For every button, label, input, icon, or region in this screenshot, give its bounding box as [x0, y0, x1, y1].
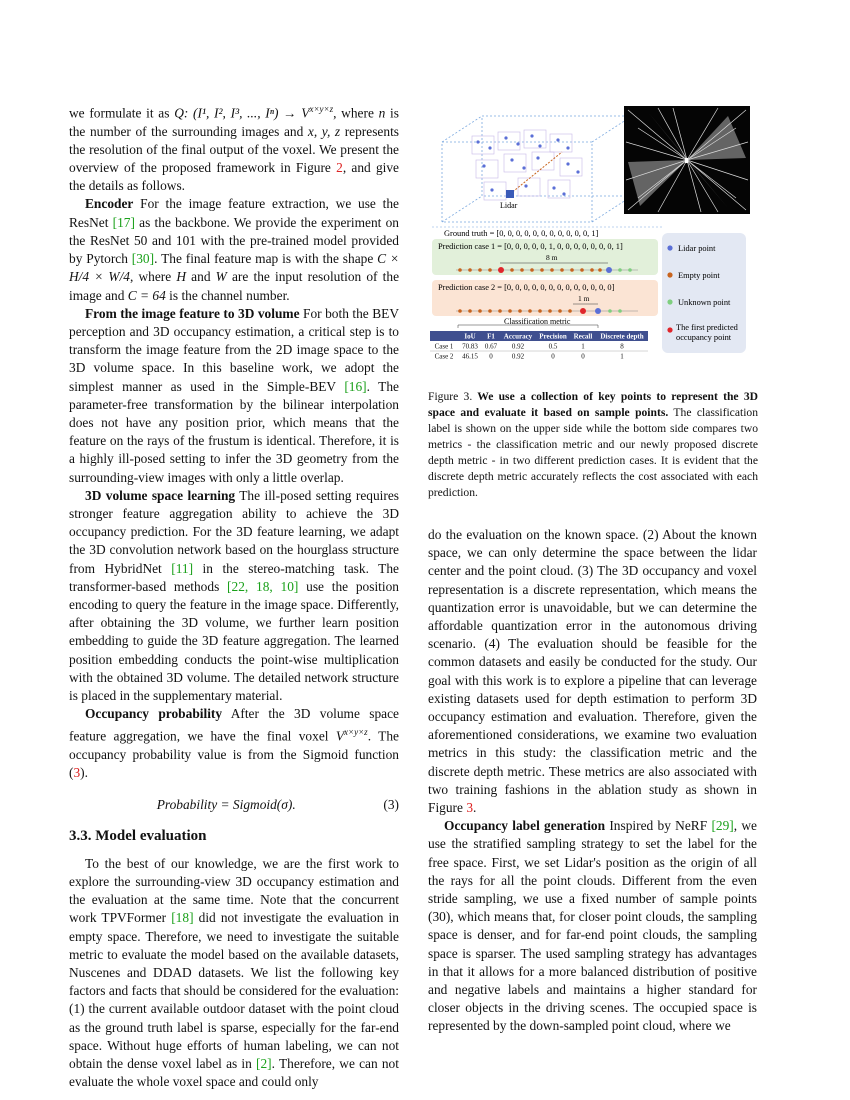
- table-header-cell: F1: [487, 332, 495, 341]
- citation-link[interactable]: [16]: [344, 378, 367, 394]
- table-header-cell: Discrete depth: [600, 332, 644, 341]
- legend-first-line-1: The first predicted: [676, 323, 738, 332]
- volume-paragraph: From the image feature to 3D volume For both the BEV perception and 3D occupancy estimation, a critical step is to transform the image feature from the 2D image space to the 3D volume space. In this baseline work, we adopt the simplest manner as used in the Simple-BEV [16]. The parameter-free transformation by the bilinear interpolation does not have any position prior, which means that the feature on the rays of the frustum is identical. Therefore, it is a highly ill-posed setting to infer the 3D geometry from the surrounding-view images with only a little overlap.: [69, 305, 399, 485]
- legend-lidar: Lidar point: [678, 244, 716, 253]
- table-cell: 0: [489, 352, 493, 360]
- citation-link[interactable]: [30]: [131, 251, 155, 267]
- table-header-cell: IoU: [464, 332, 476, 341]
- citation-link[interactable]: [18]: [171, 910, 194, 926]
- legend-first-line-2: occupancy point: [676, 333, 732, 342]
- legend-first: [676, 323, 739, 342]
- voxel-box: [442, 116, 632, 222]
- ground-truth-label: Ground truth = [0, 0, 0, 0, 0, 0, 0, 0, 0, 0, 0, 1]: [444, 229, 599, 238]
- continuation-paragraph: do the evaluation on the known space. (2) About the known space, we can only determine the space between the lidar center and the point cloud. (3) The 3D occupancy and voxel representation is a discrete representation, which means the quantization error is unavoidable, but we can determine the affordable quantization error in the autonomous driving scenario. (4) The evaluation should be feasible for the common datasets and easily be conducted for the study. Our goal with this work is to explore a pipeline that can leverage existing datasets used for depth estimation to perform 3D occupancy estimation and evaluation. Therefore, given the aforementioned considerations, we examine two evaluation metrics in this study: the classification metric and the discrete depth metric. These metrics are also associated with two training fashions in the ablation study as shown in Figure 3.: [428, 527, 757, 816]
- table-cell: 1: [581, 342, 585, 351]
- table-cell: 70.83: [462, 342, 478, 351]
- table-cell: 8: [620, 342, 624, 351]
- equation-3: [69, 796, 399, 814]
- table-header-cell: Recall: [573, 332, 593, 341]
- figure-3: [428, 102, 758, 360]
- prediction-case-1-distance: 8 m: [546, 253, 558, 262]
- table-cell: 46.15: [462, 352, 478, 360]
- prediction-case-1-label: Prediction case 1 = [0, 0, 0, 0, 0, 1, 0, 0, 0, 0, 0, 0, 0, 1]: [438, 242, 623, 251]
- left-column: [69, 100, 399, 1092]
- evaluation-paragraph: To the best of our knowledge, we are the first work to explore the surrounding-view 3D occupancy estimation and the evaluation at the same time. Note that the concurrent work TPVFormer [18] did not investigate the evaluation in empty space. Therefore, we need to investigate the suitable metric to evaluate the model based on the available datasets, Nuscenes and DDAD datasets. We list the following key factors and facts that should be considered for the evaluation: (1) the current available outdoor dataset with the point cloud as the ground truth label is sparse, especially for the far-end space. Without huge efforts of human labeling, we can not obtain the dense voxel label as in [2]. Therefore, we can not evaluate the whole voxel space and could only: [69, 855, 399, 1090]
- prediction-case-2-label: Prediction case 2 = [0, 0, 0, 0, 0, 0, 0, 0, 0, 0, 0, 0, 0]: [438, 283, 615, 292]
- figure-link[interactable]: 3: [466, 800, 474, 816]
- lidar-icon: [506, 190, 514, 198]
- metric-table: [430, 331, 648, 360]
- voxel-grid: [472, 130, 582, 200]
- citation-link[interactable]: [22, 18, 10]: [227, 578, 299, 594]
- table-cell: 0.5: [548, 342, 558, 351]
- citation-link[interactable]: [11]: [171, 560, 194, 576]
- encoder-paragraph: Encoder For the image feature extraction, we use the ResNet [17] as the backbone. We provide the experiment on the ResNet 50 and 101 with the pre-trained model provided by Pytorch [30]. The final feature map is with the shape C × H/4 × W/4, where H and W are the input resolution of the image and C = 64 is the channel number.: [69, 196, 400, 303]
- legend-unknown: Unknown point: [678, 298, 731, 307]
- table-header-cell: Precision: [539, 332, 567, 341]
- table-cell: 0.92: [511, 342, 525, 351]
- classification-metric-label: Classification metric: [504, 317, 571, 326]
- table-cell: Case 1: [434, 342, 454, 351]
- figure-diagram: [428, 102, 758, 360]
- right-column: [428, 526, 757, 1036]
- table-cell: 0.92: [511, 352, 525, 360]
- citation-link[interactable]: [17]: [112, 214, 135, 230]
- table-cell: 0: [581, 352, 585, 360]
- intro-paragraph: we formulate it as Q: (I¹, I², I³, ..., $I^n) \to V^{x\times y\times z}$, where n is the number of the surrounding images and x, y, z represents the resolution of the final output of the voxel. We present the overview of the proposed framework in Figure 2, and give the details as follows.: [69, 104, 399, 194]
- table-header-cell: Accuracy: [503, 332, 533, 341]
- section-title: 3.3. Model evaluation: [69, 827, 207, 844]
- legend-empty: Empty point: [678, 271, 720, 280]
- voxel-points: [476, 134, 579, 195]
- figure-link[interactable]: 2: [336, 160, 343, 176]
- equation-number: (3): [383, 797, 399, 813]
- prediction-case-2-distance: 1 m: [578, 294, 590, 303]
- occupancy-paragraph: Occupancy probability After the 3D volume space feature aggregation, we have the final voxel $V^{x\times y\times z}$. The occupancy probability value is from the Sigmoid function (3).: [69, 706, 399, 781]
- figure-caption: Figure 3. We use a collection of key points to represent the 3D space and evaluate it based on sample points. The classification label is shown on the upper side while the bottom side compares two metrics - the classification metric and our newly proposed discrete depth metric - in two different prediction cases. It is evident that the discrete depth metric accurately reflects the cost associated with each prediction.: [428, 390, 759, 499]
- learning-paragraph: 3D volume space learning The ill-posed setting requires stronger feature aggregation ability to achieve the 3D occupancy prediction. For the 3D feature learning, we adapt the 3D convolution network based on the hourglass structure from HybridNet [11] in the stereo-matching task. The transformer-based methods [22, 18, 10] use the position encoding to query the feature in the image space. Differently, after obtaining the 3D volume, we further learn position embedding to guide the 3D feature aggregation. The learned position embedding conducts the point-wise multiplication with the obtained 3D volume. The detailed network structure is placed in the supplementary material.: [69, 487, 400, 703]
- table-cell: 0.67: [484, 342, 498, 351]
- table-cell: 1: [620, 352, 624, 360]
- lidar-label: Lidar: [500, 201, 518, 210]
- equation-body: Probability = Sigmoid(σ).: [156, 797, 296, 813]
- citation-link[interactable]: [29]: [711, 818, 734, 834]
- table-cell: Case 2: [434, 352, 454, 360]
- bev-image: [624, 106, 750, 214]
- label-generation-paragraph: Occupancy label generation Inspired by NeRF [29], we use the stratified sampling strategy to set the label for the free space. First, we set Lidar's position as the origin of all the rays for all the point clouds. Different from the even stride sampling, we use a fixed number of sample points (30), which means that, for closer point clouds, the sampling space is denser, and for far-end point clouds, the sampling space is sparser. The used sampling strategy has advantages in that it allows for a more balanced distribution of positive and negative labels and maintains a higher standard for closer objects in the driving scenes. The occupied space is represented by the down-sampled point cloud, where we: [428, 818, 758, 1034]
- table-cell: 0: [551, 352, 555, 360]
- citation-link[interactable]: [2]: [256, 1056, 272, 1072]
- equation-link[interactable]: 3: [73, 765, 81, 781]
